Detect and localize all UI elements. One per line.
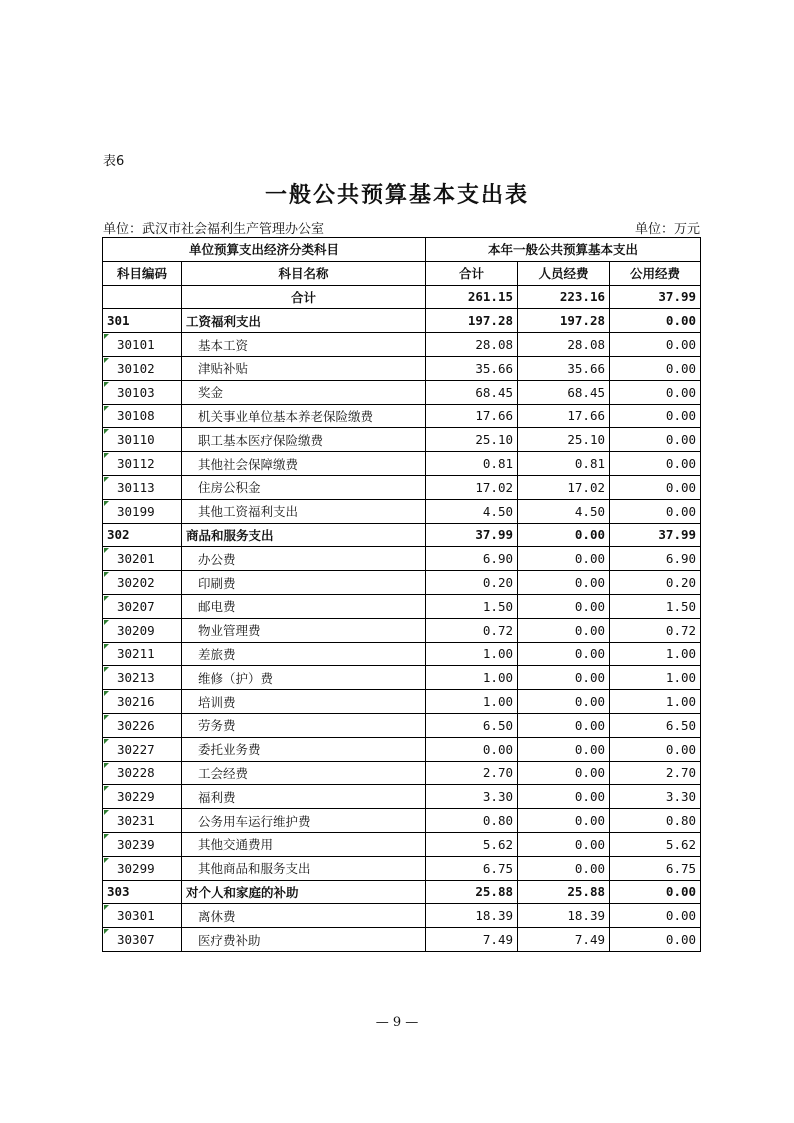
item-name: 工会经费	[182, 761, 426, 785]
group-public: 0.00	[610, 309, 701, 333]
item-total: 4.50	[426, 499, 518, 523]
group-personnel: 0.00	[518, 523, 610, 547]
item-name: 印刷费	[182, 571, 426, 595]
page-number: — 9 —	[375, 1015, 419, 1030]
item-name: 奖金	[182, 380, 426, 404]
item-personnel: 0.00	[518, 737, 610, 761]
item-public: 1.00	[610, 666, 701, 690]
item-total: 6.75	[426, 856, 518, 880]
total-row	[103, 285, 701, 309]
item-name: 劳务费	[182, 713, 426, 737]
item-public: 3.30	[610, 785, 701, 809]
group-total: 25.88	[426, 880, 518, 904]
item-code: 30201	[103, 547, 182, 571]
item-personnel: 28.08	[518, 333, 610, 357]
item-total: 28.08	[426, 333, 518, 357]
item-personnel: 0.00	[518, 832, 610, 856]
item-personnel: 0.00	[518, 571, 610, 595]
group-personnel: 25.88	[518, 880, 610, 904]
item-public: 0.00	[610, 499, 701, 523]
total-personnel: 223.16	[518, 285, 610, 309]
header-name: 科目名称	[182, 261, 426, 285]
item-code: 30112	[103, 452, 182, 476]
item-code: 30216	[103, 690, 182, 714]
item-personnel: 0.00	[518, 856, 610, 880]
item-name: 其他交通费用	[182, 832, 426, 856]
group-public: 37.99	[610, 523, 701, 547]
item-code: 30299	[103, 856, 182, 880]
item-public: 0.00	[610, 380, 701, 404]
table-row	[103, 809, 701, 833]
item-code: 30209	[103, 618, 182, 642]
group-row	[103, 880, 701, 904]
item-code: 30231	[103, 809, 182, 833]
item-code: 30229	[103, 785, 182, 809]
item-total: 17.66	[426, 404, 518, 428]
item-name: 维修（护）费	[182, 666, 426, 690]
group-row	[103, 523, 701, 547]
item-code: 30301	[103, 904, 182, 928]
table-row	[103, 428, 701, 452]
unit-organization: 单位：武汉市社会福利生产管理办公室	[103, 222, 325, 237]
table-row	[103, 642, 701, 666]
table-row	[103, 666, 701, 690]
item-total: 0.72	[426, 618, 518, 642]
table-row	[103, 404, 701, 428]
item-name: 福利费	[182, 785, 426, 809]
item-personnel: 0.00	[518, 690, 610, 714]
table-row	[103, 333, 701, 357]
header-code: 科目编码	[103, 261, 182, 285]
group-total: 197.28	[426, 309, 518, 333]
total-code	[103, 285, 182, 309]
header-classification: 单位预算支出经济分类科目	[103, 238, 426, 262]
item-total: 25.10	[426, 428, 518, 452]
item-public: 0.00	[610, 928, 701, 952]
item-public: 0.72	[610, 618, 701, 642]
item-name: 培训费	[182, 690, 426, 714]
item-name: 邮电费	[182, 594, 426, 618]
item-public: 0.80	[610, 809, 701, 833]
item-public: 0.00	[610, 475, 701, 499]
table-row	[103, 475, 701, 499]
group-total: 37.99	[426, 523, 518, 547]
item-code: 30102	[103, 356, 182, 380]
item-personnel: 0.81	[518, 452, 610, 476]
table-label: 表6	[103, 154, 125, 169]
item-name: 办公费	[182, 547, 426, 571]
item-total: 2.70	[426, 761, 518, 785]
item-name: 基本工资	[182, 333, 426, 357]
header-total: 合计	[426, 261, 518, 285]
item-public: 1.00	[610, 690, 701, 714]
item-personnel: 0.00	[518, 642, 610, 666]
item-name: 离休费	[182, 904, 426, 928]
item-personnel: 7.49	[518, 928, 610, 952]
item-code: 30113	[103, 475, 182, 499]
item-personnel: 0.00	[518, 761, 610, 785]
item-code: 30307	[103, 928, 182, 952]
item-total: 7.49	[426, 928, 518, 952]
table-row	[103, 618, 701, 642]
item-public: 6.75	[610, 856, 701, 880]
item-personnel: 0.00	[518, 713, 610, 737]
table-row	[103, 761, 701, 785]
item-total: 0.00	[426, 737, 518, 761]
item-public: 0.00	[610, 333, 701, 357]
total-label: 合计	[182, 285, 426, 309]
item-public: 1.00	[610, 642, 701, 666]
item-name: 其他社会保障缴费	[182, 452, 426, 476]
item-public: 0.00	[610, 737, 701, 761]
group-code: 303	[103, 880, 182, 904]
item-total: 6.50	[426, 713, 518, 737]
item-public: 0.00	[610, 404, 701, 428]
item-personnel: 18.39	[518, 904, 610, 928]
table-row	[103, 594, 701, 618]
table-row	[103, 713, 701, 737]
item-public: 6.90	[610, 547, 701, 571]
group-code: 302	[103, 523, 182, 547]
table-row	[103, 690, 701, 714]
item-code: 30108	[103, 404, 182, 428]
item-total: 17.02	[426, 475, 518, 499]
item-name: 其他工资福利支出	[182, 499, 426, 523]
item-name: 其他商品和服务支出	[182, 856, 426, 880]
item-code: 30199	[103, 499, 182, 523]
item-total: 68.45	[426, 380, 518, 404]
table-row	[103, 452, 701, 476]
item-code: 30213	[103, 666, 182, 690]
item-public: 6.50	[610, 713, 701, 737]
item-public: 0.00	[610, 356, 701, 380]
total-public: 37.99	[610, 285, 701, 309]
group-name: 商品和服务支出	[182, 523, 426, 547]
item-total: 0.80	[426, 809, 518, 833]
item-name: 津贴补贴	[182, 356, 426, 380]
table-row	[103, 856, 701, 880]
unit-row	[103, 218, 700, 237]
table-row	[103, 380, 701, 404]
item-total: 1.50	[426, 594, 518, 618]
item-code: 30103	[103, 380, 182, 404]
item-personnel: 0.00	[518, 785, 610, 809]
total-total: 261.15	[426, 285, 518, 309]
item-name: 差旅费	[182, 642, 426, 666]
table-header-group-row	[103, 238, 701, 262]
header-personnel: 人员经费	[518, 261, 610, 285]
item-personnel: 35.66	[518, 356, 610, 380]
table-header-row	[103, 261, 701, 285]
item-personnel: 17.66	[518, 404, 610, 428]
item-code: 30227	[103, 737, 182, 761]
group-name: 对个人和家庭的补助	[182, 880, 426, 904]
item-name: 医疗费补助	[182, 928, 426, 952]
item-total: 18.39	[426, 904, 518, 928]
item-personnel: 0.00	[518, 666, 610, 690]
table-row	[103, 571, 701, 595]
budget-table-body	[103, 285, 701, 951]
item-code: 30228	[103, 761, 182, 785]
item-name: 职工基本医疗保险缴费	[182, 428, 426, 452]
table-row	[103, 785, 701, 809]
item-code: 30226	[103, 713, 182, 737]
group-public: 0.00	[610, 880, 701, 904]
table-row	[103, 928, 701, 952]
item-public: 0.00	[610, 452, 701, 476]
table-row	[103, 904, 701, 928]
item-personnel: 17.02	[518, 475, 610, 499]
item-name: 机关事业单位基本养老保险缴费	[182, 404, 426, 428]
item-public: 0.00	[610, 904, 701, 928]
table-row	[103, 499, 701, 523]
item-name: 住房公积金	[182, 475, 426, 499]
item-total: 3.30	[426, 785, 518, 809]
item-code: 30101	[103, 333, 182, 357]
group-personnel: 197.28	[518, 309, 610, 333]
header-basic-expenditure: 本年一般公共预算基本支出	[426, 238, 701, 262]
page-title: 一般公共预算基本支出表	[264, 182, 529, 208]
item-total: 1.00	[426, 642, 518, 666]
item-public: 0.20	[610, 571, 701, 595]
item-public: 5.62	[610, 832, 701, 856]
item-code: 30211	[103, 642, 182, 666]
item-public: 1.50	[610, 594, 701, 618]
table-row	[103, 356, 701, 380]
item-personnel: 0.00	[518, 618, 610, 642]
group-name: 工资福利支出	[182, 309, 426, 333]
item-personnel: 68.45	[518, 380, 610, 404]
item-total: 0.81	[426, 452, 518, 476]
item-total: 1.00	[426, 666, 518, 690]
item-personnel: 0.00	[518, 809, 610, 833]
table-row	[103, 832, 701, 856]
item-personnel: 0.00	[518, 594, 610, 618]
item-code: 30207	[103, 594, 182, 618]
item-public: 0.00	[610, 428, 701, 452]
item-personnel: 25.10	[518, 428, 610, 452]
item-total: 6.90	[426, 547, 518, 571]
item-name: 物业管理费	[182, 618, 426, 642]
item-total: 1.00	[426, 690, 518, 714]
budget-table	[102, 237, 701, 952]
group-row	[103, 309, 701, 333]
item-name: 公务用车运行维护费	[182, 809, 426, 833]
item-public: 2.70	[610, 761, 701, 785]
table-row	[103, 737, 701, 761]
item-code: 30239	[103, 832, 182, 856]
group-code: 301	[103, 309, 182, 333]
table-row	[103, 547, 701, 571]
item-code: 30110	[103, 428, 182, 452]
item-personnel: 4.50	[518, 499, 610, 523]
header-public: 公用经费	[610, 261, 701, 285]
item-name: 委托业务费	[182, 737, 426, 761]
item-total: 5.62	[426, 832, 518, 856]
item-total: 35.66	[426, 356, 518, 380]
item-code: 30202	[103, 571, 182, 595]
unit-currency: 单位：万元	[634, 222, 700, 237]
item-total: 0.20	[426, 571, 518, 595]
item-personnel: 0.00	[518, 547, 610, 571]
